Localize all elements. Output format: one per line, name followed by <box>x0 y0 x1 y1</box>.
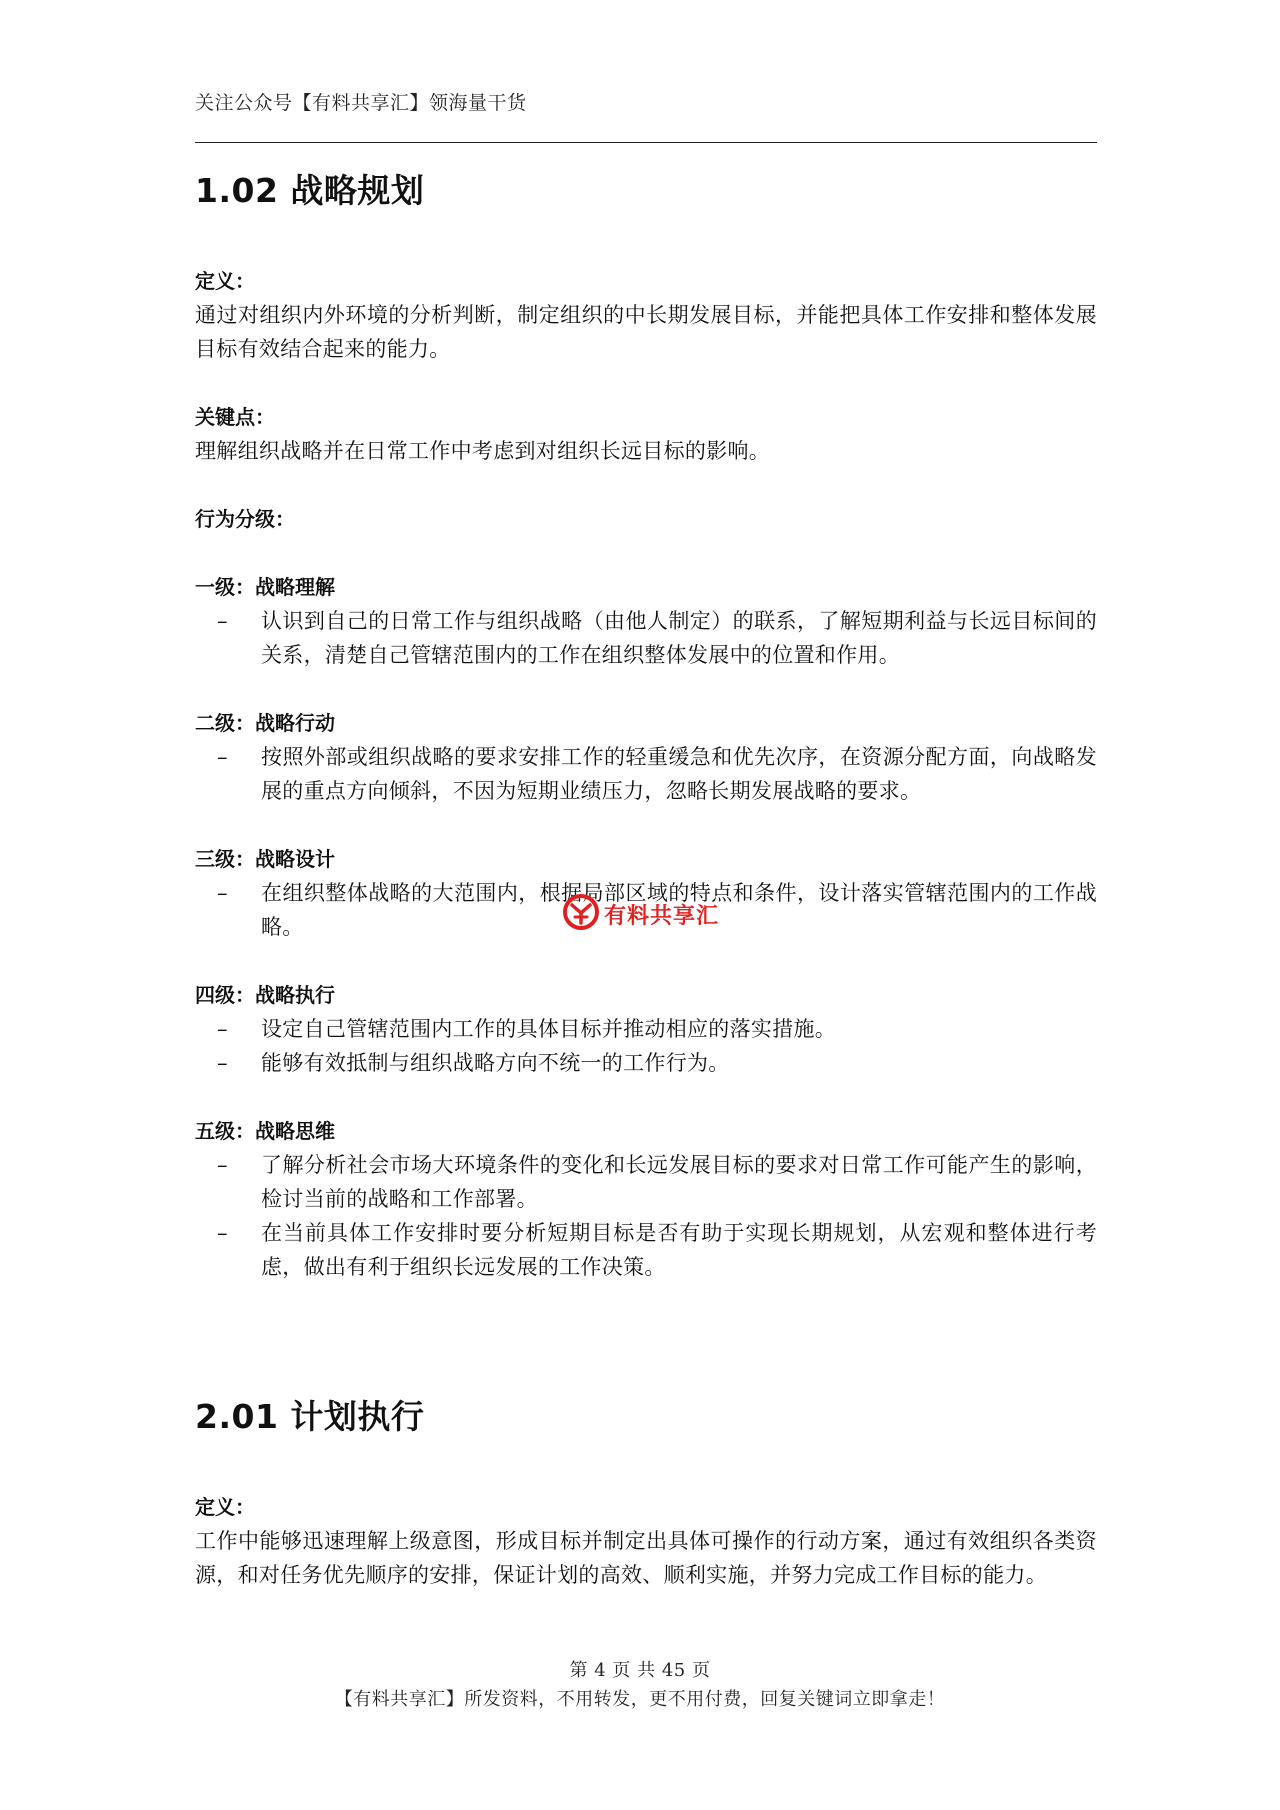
list-item-text: 在组织整体战略的大范围内，根据局部区域的特点和条件，设计落实管辖范围内的工作战略。 <box>261 881 1097 939</box>
document-body <box>195 170 1097 1592</box>
level-3-title: 三级：战略设计 <box>195 847 335 871</box>
list-item <box>195 1046 1097 1080</box>
header-divider <box>195 142 1097 143</box>
list-item <box>195 604 1097 672</box>
list-item-text: 了解分析社会市场大环境条件的变化和长远发展目标的要求对日常工作可能产生的影响，检讨当前的战略和工作部署。 <box>261 1153 1097 1211</box>
list-item-text: 认识到自己的日常工作与组织战略（由他人制定）的联系，了解短期利益与长远目标间的关系，清楚自己管辖范围内的工作在组织整体发展中的位置和作用。 <box>261 609 1097 667</box>
bullet-dash: – <box>217 609 228 633</box>
list-item <box>195 1148 1097 1216</box>
bullet-dash: – <box>217 1017 228 1041</box>
list-item-text: 按照外部或组织战略的要求安排工作的轻重缓急和优先次序，在资源分配方面，向战略发展的重点方向倾斜，不因为短期业绩压力，忽略长期发展战略的要求。 <box>261 745 1097 803</box>
level-4-title: 四级：战略执行 <box>195 983 335 1007</box>
page-number: 第 4 页 共 45 页 <box>569 1660 711 1681</box>
level-2-title: 二级：战略行动 <box>195 711 335 735</box>
list-item <box>195 740 1097 808</box>
watermark <box>562 893 719 935</box>
watermark-text: 有料共享汇 <box>604 903 720 929</box>
bullet-dash: – <box>217 1153 228 1177</box>
page-header: 关注公众号【有料共享汇】领海量干货 <box>195 92 527 114</box>
keypoint-label: 关键点： <box>195 405 275 429</box>
keypoint-text: 理解组织战略并在日常工作中考虑到对组织长远目标的影响。 <box>195 439 771 463</box>
bullet-dash: – <box>217 1221 228 1245</box>
list-item <box>195 1012 1097 1046</box>
level-5-title: 五级：战略思维 <box>195 1119 335 1143</box>
levels-label: 行为分级： <box>195 507 295 531</box>
footer-notice: 【有料共享汇】所发资料，不用转发，更不用付费，回复关键词立即拿走！ <box>334 1689 946 1710</box>
definition-text: 通过对组织内外环境的分析判断，制定组织的中长期发展目标，并能把具体工作安排和整体发展目标有效结合起来的能力。 <box>195 303 1097 361</box>
list-item-text: 设定自己管辖范围内工作的具体目标并推动相应的落实措施。 <box>261 1017 837 1041</box>
definition-label: 定义： <box>195 1495 255 1519</box>
list-item-text: 能够有效抵制与组织战略方向不统一的工作行为。 <box>261 1051 730 1075</box>
list-item-text: 在当前具体工作安排时要分析短期目标是否有助于实现长期规划，从宏观和整体进行考虑，做出有利于组织长远发展的工作决策。 <box>261 1221 1097 1279</box>
list-item <box>195 1216 1097 1284</box>
section-title-strategy: 1.02 战略规划 <box>195 171 425 210</box>
definition-label: 定义： <box>195 269 255 293</box>
level-1-title: 一级：战略理解 <box>195 575 335 599</box>
definition-text: 工作中能够迅速理解上级意图，形成目标并制定出具体可操作的行动方案，通过有效组织各类资源，和对任务优先顺序的安排，保证计划的高效、顺利实施，并努力完成工作目标的能力。 <box>195 1529 1097 1587</box>
circle-logo-icon <box>562 893 600 935</box>
section-title-plan-execution: 2.01 计划执行 <box>195 1397 425 1436</box>
bullet-dash: – <box>217 745 228 769</box>
bullet-dash: – <box>217 881 228 905</box>
bullet-dash: – <box>217 1051 228 1075</box>
